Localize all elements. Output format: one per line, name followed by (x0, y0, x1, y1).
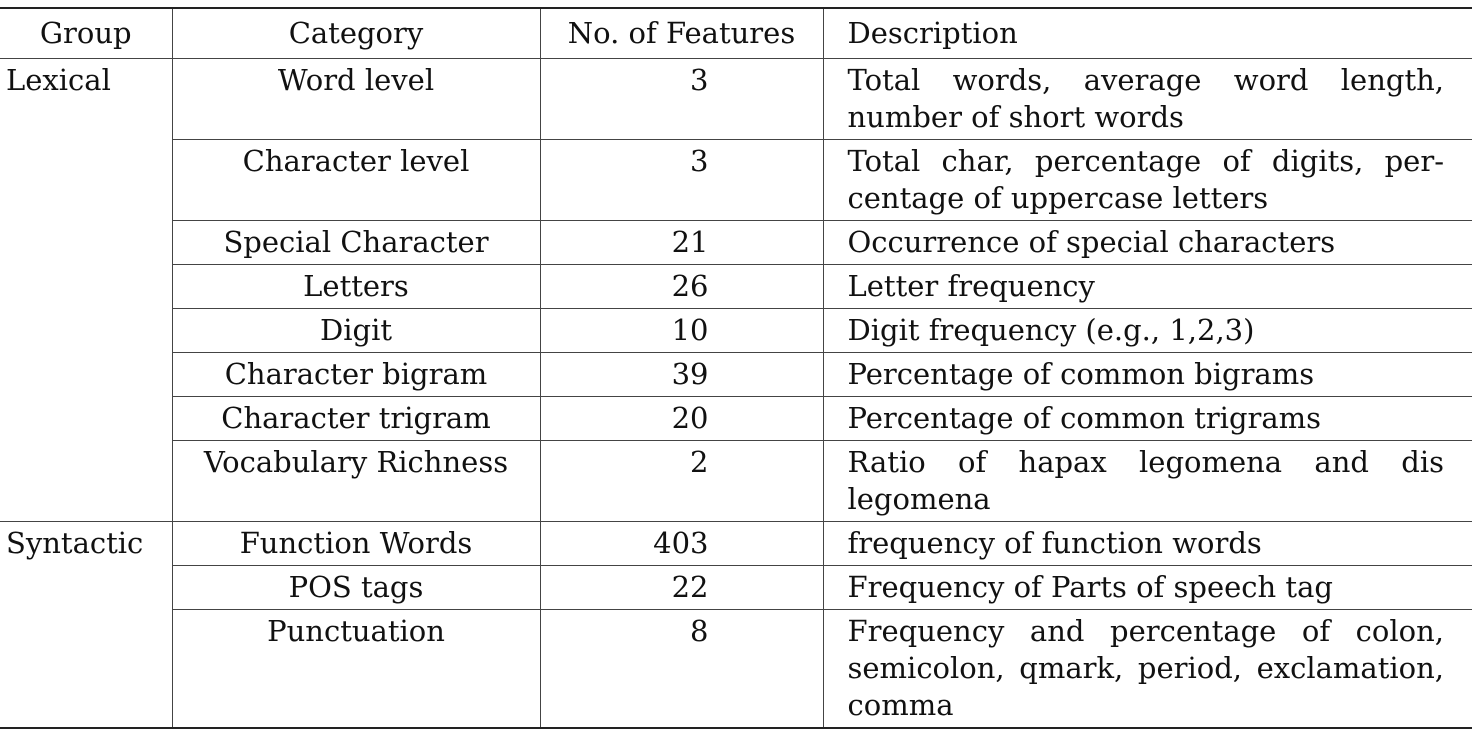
cell-description: Ratio of hapax legomena and dis legomena (823, 441, 1472, 522)
cell-num-features: 3 (540, 140, 823, 221)
cell-group: Syntactic (0, 522, 172, 566)
header-row (0, 8, 1472, 59)
cell-description: Occurrence of special characters (823, 221, 1472, 265)
cell-group (0, 397, 172, 441)
cell-category: Punctuation (172, 610, 540, 729)
header-group: Group (0, 8, 172, 59)
table-row (0, 309, 1472, 353)
cell-group (0, 309, 172, 353)
cell-category: Character level (172, 140, 540, 221)
cell-num-features: 39 (540, 353, 823, 397)
cell-description: Letter frequency (823, 265, 1472, 309)
cell-description: Frequency and percentage of colon, semicolon, qmark, period, exclamation, comma (823, 610, 1472, 729)
table-row (0, 59, 1472, 140)
cell-category: Vocabulary Richness (172, 441, 540, 522)
cell-category: Character trigram (172, 397, 540, 441)
cell-group (0, 353, 172, 397)
table-row (0, 140, 1472, 221)
cell-group: Lexical (0, 59, 172, 140)
cell-description: Total char, percentage of digits, per-centage of uppercase letters (823, 140, 1472, 221)
table-row (0, 566, 1472, 610)
cell-description: Digit frequency (e.g., 1,2,3) (823, 309, 1472, 353)
table-body (0, 59, 1472, 729)
cell-description: Percentage of common bigrams (823, 353, 1472, 397)
cell-group (0, 221, 172, 265)
cell-category: POS tags (172, 566, 540, 610)
cell-num-features: 3 (540, 59, 823, 140)
cell-num-features: 10 (540, 309, 823, 353)
table-row (0, 610, 1472, 729)
feature-table (0, 7, 1472, 729)
header-description: Description (823, 8, 1472, 59)
cell-category: Digit (172, 309, 540, 353)
cell-num-features: 20 (540, 397, 823, 441)
table-row (0, 265, 1472, 309)
cell-category: Word level (172, 59, 540, 140)
table-row (0, 441, 1472, 522)
cell-category: Special Character (172, 221, 540, 265)
cell-num-features: 21 (540, 221, 823, 265)
cell-num-features: 8 (540, 610, 823, 729)
cell-description: frequency of function words (823, 522, 1472, 566)
cell-description: Total words, average word length, number of short words (823, 59, 1472, 140)
table-row (0, 221, 1472, 265)
header-num-features: No. of Features (540, 8, 823, 59)
cell-group (0, 140, 172, 221)
cell-group (0, 566, 172, 610)
cell-num-features: 403 (540, 522, 823, 566)
cell-group (0, 265, 172, 309)
cell-category: Function Words (172, 522, 540, 566)
cell-description: Frequency of Parts of speech tag (823, 566, 1472, 610)
cell-num-features: 22 (540, 566, 823, 610)
cell-group (0, 441, 172, 522)
cell-category: Character bigram (172, 353, 540, 397)
table-row (0, 397, 1472, 441)
cell-description: Percentage of common trigrams (823, 397, 1472, 441)
cell-num-features: 2 (540, 441, 823, 522)
table-row (0, 353, 1472, 397)
cell-group (0, 610, 172, 729)
cell-category: Letters (172, 265, 540, 309)
cell-num-features: 26 (540, 265, 823, 309)
header-category: Category (172, 8, 540, 59)
table-row (0, 522, 1472, 566)
